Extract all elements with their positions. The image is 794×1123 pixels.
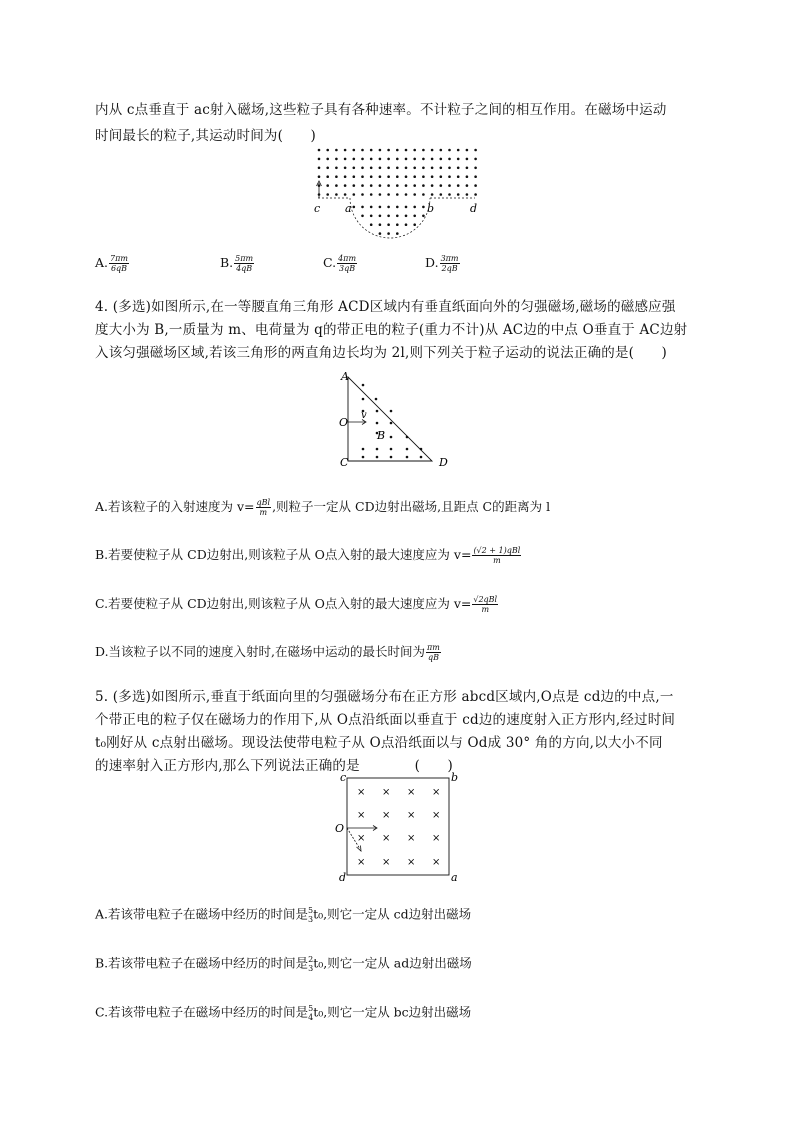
field-dot [370,149,373,152]
field-dot [335,149,338,152]
field-dot [396,175,399,178]
field-dot [390,456,393,459]
field-dot [344,149,347,152]
q5-label-O: O [335,822,345,835]
q3-option-b: B. $\frac{5\pi m}{4qB}$ [220,254,254,273]
field-dot [326,158,329,161]
field-dot [390,410,393,413]
field-dot [405,175,408,178]
field-dot [405,193,408,196]
field-dot [457,149,460,152]
field-cross: × [432,857,441,868]
field-dot [361,158,364,161]
field-dot [387,175,390,178]
field-dot [431,158,434,161]
field-dot [457,193,460,196]
field-dot [387,215,390,218]
field-dot [379,206,382,209]
field-dot [422,184,425,187]
field-dot [379,167,382,170]
field-dot [448,184,451,187]
field-dot [457,175,460,178]
field-dot [413,193,416,196]
field-dot [390,436,393,439]
field-dot [466,167,469,170]
field-dot [422,206,425,209]
field-dot [440,158,443,161]
field-dot [422,167,425,170]
field-cross: × [432,833,441,844]
field-cross: × [357,810,366,821]
field-dot [362,448,365,451]
field-cross: × [407,787,416,798]
field-dot [361,215,364,218]
field-cross: × [357,787,366,798]
q4-label-A: A [341,370,349,383]
field-dot [379,184,382,187]
field-dot [431,193,434,196]
field-dot [379,158,382,161]
q4-option-c: C.若要使粒子从 CD边射出,则该粒子从 O点入射的最大速度应为 v= $\frac{\text{√2qBl}}{m}$ [95,595,498,614]
field-cross: × [407,810,416,821]
q3-text-line-2: 时间最长的粒子,其运动时间为( ) [95,128,316,144]
field-dot [474,184,477,187]
field-dot [379,232,382,235]
field-dot [466,149,469,152]
field-dot [361,206,364,209]
field-dot [466,184,469,187]
field-dot [413,158,416,161]
field-dot [387,184,390,187]
q5-text-line-3: t₀刚好从 c点射出磁场。现设法使带电粒子从 O点沿纸面以与 Od成 30° 角的方向,以大小不同 [95,735,663,751]
field-dot [413,206,416,209]
field-dot [318,167,321,170]
q4-label-B: B [377,429,386,442]
field-dot [326,175,329,178]
field-dot [379,215,382,218]
q5-text-line-2: 个带正电的粒子仅在磁场力的作用下,从 O点沿纸面以垂直于 cd边的速度射入正方形内,经过时间 [95,712,676,728]
field-dot [405,158,408,161]
q3-text-line-1: 内从 c点垂直于 ac射入磁场,这些粒子具有各种速率。不计粒子之间的相互作用。在磁场中运动 [95,102,667,118]
field-dot [370,184,373,187]
field-cross: × [432,810,441,821]
q4-option-a: A.若该粒子的入射速度为 v= $\frac{\text{qBl}}{m}$ ,则粒子一定从 CD边射出磁场,且距点 C的距离为 l [95,498,551,517]
field-dot [405,184,408,187]
field-dot [396,184,399,187]
field-dot [370,167,373,170]
field-dot [326,184,329,187]
field-dot [387,149,390,152]
field-dot [448,175,451,178]
q5-field-crosses [357,787,440,868]
field-dot [431,167,434,170]
field-dot [396,158,399,161]
field-dot [420,448,423,451]
field-dot [344,175,347,178]
field-dot [353,175,356,178]
field-dot [353,184,356,187]
field-dot [420,456,423,459]
field-cross: × [357,833,366,844]
q5-option-b: B.若该带电粒子在磁场中经历的时间是 2 3 t₀,则它一定从 ad边射出磁场 [95,955,472,973]
q3-label-c: c [314,202,321,215]
field-dot [326,193,329,196]
q5-option-a: A.若该带电粒子在磁场中经历的时间是 5 3 t₀,则它一定从 cd边射出磁场 [95,906,472,924]
field-dot [440,167,443,170]
q5-option-c: C.若该带电粒子在磁场中经历的时间是 5 4 t₀,则它一定从 bc边射出磁场 [95,1004,472,1022]
q4-label-O: O [339,416,349,429]
field-dot [422,149,425,152]
field-dot [413,149,416,152]
field-dot [440,193,443,196]
field-dot [376,422,379,425]
field-dot [353,167,356,170]
field-dot [474,175,477,178]
field-dot [405,206,408,209]
field-dot [344,158,347,161]
field-dot [344,184,347,187]
field-dot [370,175,373,178]
q4-text-line-2: 度大小为 B,一质量为 m、电荷量为 q的带正电的粒子(重力不计)从 AC边的中点 O垂直于 AC边射 [95,322,688,338]
field-dot [422,215,425,218]
field-dot [396,167,399,170]
field-dot [413,215,416,218]
field-dot [474,193,477,196]
field-cross: × [382,833,391,844]
field-dot [466,175,469,178]
field-dot [422,175,425,178]
field-dot [406,448,409,451]
q4-label-C: C [340,456,349,469]
q5-figure [330,770,465,885]
field-dot [413,175,416,178]
field-dot [318,149,321,152]
field-dot [344,193,347,196]
field-dot [422,158,425,161]
field-dot [406,456,409,459]
field-dot [326,167,329,170]
field-dot [361,175,364,178]
field-cross: × [407,857,416,868]
field-dot [413,167,416,170]
q3-option-d: D. $\frac{3\pi m}{2qB}$ [425,254,459,273]
field-cross: × [357,857,366,868]
q4-text-line-1: 4. (多选)如图所示,在一等腰直角三角形 ACD区域内有垂直纸面向外的匀强磁场,磁场的磁感应强 [95,299,676,315]
field-dot [379,175,382,178]
field-dot [396,193,399,196]
field-dot [405,149,408,152]
field-dot [379,149,382,152]
q3-field-dots [318,149,477,235]
field-dot [353,149,356,152]
field-dot [335,158,338,161]
field-dot [396,206,399,209]
q3-label-d: d [470,202,478,215]
field-dot [353,206,356,209]
field-dot [431,175,434,178]
field-dot [405,215,408,218]
field-dot [387,193,390,196]
field-dot [387,167,390,170]
field-dot [431,184,434,187]
q5-label-d: d [339,871,347,884]
q3-option-a: A. $\frac{7\pi m}{6qB}$ [95,254,128,273]
field-dot [466,193,469,196]
q5-text-line-4: 的速率射入正方形内,那么下列说法正确的是 ( ) [95,758,453,774]
q5-text-line-1: 5. (多选)如图所示,垂直于纸面向里的匀强磁场分布在正方形 abcd区域内,O点是 cd边的中点,一 [95,689,674,705]
field-dot [353,158,356,161]
field-dot [396,215,399,218]
field-dot [387,206,390,209]
field-dot [318,158,321,161]
field-dot [440,149,443,152]
field-dot [396,223,399,226]
field-cross: × [382,857,391,868]
field-dot [379,223,382,226]
q3-label-a: a [345,202,352,215]
q4-option-d: D.当该粒子以不同的速度入射时,在磁场中运动的最长时间为 $\frac{\pi m}{qB}$ [95,643,440,662]
field-dot [335,184,338,187]
field-dot [361,184,364,187]
field-dot [335,175,338,178]
field-dot [370,223,373,226]
field-dot [406,436,409,439]
field-dot [466,158,469,161]
field-dot [353,193,356,196]
field-dot [474,158,477,161]
field-dot [440,184,443,187]
field-dot [379,193,382,196]
field-dot [431,149,434,152]
field-dot [362,456,365,459]
field-dot [376,410,379,413]
field-dot [387,232,390,235]
field-dot [344,167,347,170]
field-dot [362,384,365,387]
field-cross: × [382,810,391,821]
field-cross: × [407,833,416,844]
q4-figure [335,367,460,472]
field-dot [457,158,460,161]
field-dot [457,167,460,170]
field-dot [361,193,364,196]
q4-label-D: D [439,456,448,469]
field-dot [457,184,460,187]
field-dot [387,158,390,161]
q3-label-b: b [427,202,435,215]
field-dot [376,448,379,451]
field-dot [390,448,393,451]
field-dot [335,193,338,196]
field-dot [448,193,451,196]
q4-label-v: v [361,410,367,421]
field-dot [335,167,338,170]
field-dot [413,184,416,187]
field-dot [390,422,393,425]
field-dot [387,223,390,226]
field-cross: × [382,787,391,798]
field-dot [448,167,451,170]
field-dot [396,149,399,152]
q5-label-c: c [340,771,347,784]
field-dot [375,398,378,401]
field-dot [448,158,451,161]
q4-option-b: B.若要使粒子从 CD边射出,则该粒子从 O点入射的最大速度应为 v= $\frac{\text{(√2 + 1)qBl}}{m}$ [95,546,521,565]
field-dot [370,158,373,161]
field-dot [370,206,373,209]
field-dot [370,215,373,218]
field-dot [474,149,477,152]
field-cross: × [432,787,441,798]
q5-label-a: a [451,871,458,884]
field-dot [361,149,364,152]
q3-option-c: C. $\frac{4\pi m}{3qB}$ [323,254,357,273]
field-dot [448,149,451,152]
field-dot [474,167,477,170]
field-dot [405,223,408,226]
field-dot [326,149,329,152]
field-dot [396,232,399,235]
field-dot [318,175,321,178]
field-dot [413,223,416,226]
field-dot [361,167,364,170]
field-dot [362,398,365,401]
field-dot [440,175,443,178]
field-dot [422,193,425,196]
q4-text-line-3: 入该匀强磁场区域,若该三角形的两直角边长均为 2l,则下列关于粒子运动的说法正确的是( ) [95,345,668,361]
field-dot [376,456,379,459]
q3-figure [305,143,490,243]
field-dot [370,193,373,196]
field-dot [405,167,408,170]
q5-label-b: b [451,771,459,784]
